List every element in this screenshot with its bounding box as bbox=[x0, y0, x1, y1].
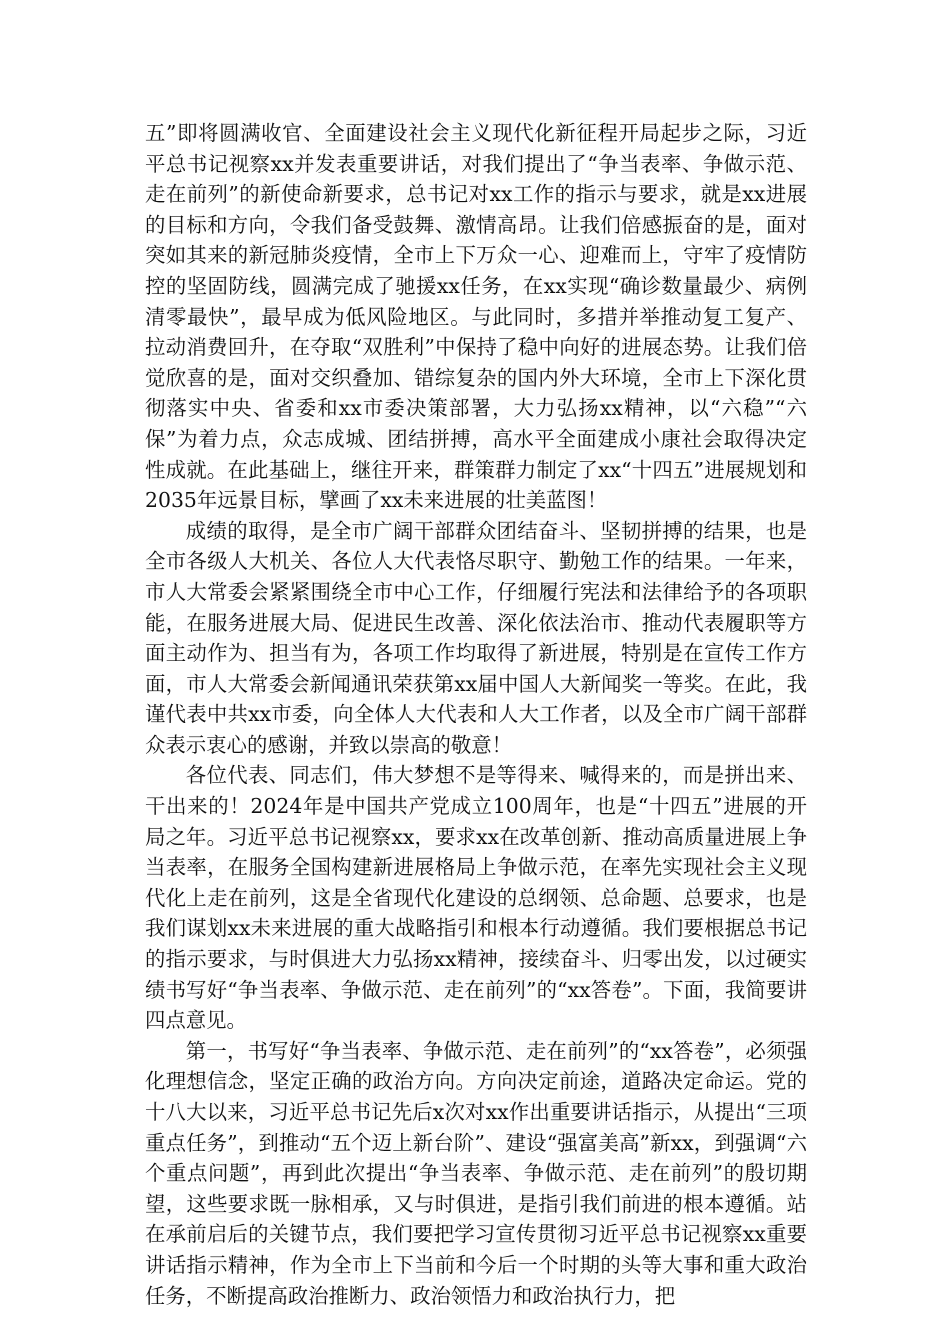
paragraph-dream: 各位代表、同志们，伟大梦想不是等得来、喊得来的，而是拼出来、干出来的！2024年是中国共产党成立100周年，也是“十四五”进展的开局之年。习近平总书记视察xx，要求xx在改革创新、推动高质量进展上争当表率，在服务全国构建新进展格局上争做示范，在率先实现社会主义现代化上走在前列，这是全省现代化建设的总纲领、总命题、总要求，也是我们谋划xx未来进展的重大战略指引和根本行动遵循。我们要根据总书记的指示要求，与时俱进大力弘扬xx精神，接续奋斗、归零出发，以过硬实绩书写好“争当表率、争做示范、走在前列”的“xx答卷”。下面，我简要讲四点意见。 bbox=[145, 763, 807, 1033]
document-page bbox=[145, 118, 807, 1311]
paragraph-achievements: 成绩的取得，是全市广阔干部群众团结奋斗、坚韧拼搏的结果，也是全市各级人大机关、各位人大代表恪尽职守、勤勉工作的结果。一年来，市人大常委会紧紧围绕全市中心工作，仔细履行宪法和法律给予的各项职能，在服务进展大局、促进民生改善、深化依法治市、推动代表履职等方面主动作为、担当有为，各项工作均取得了新进展，特别是在宣传工作方面，市人大常委会新闻通讯荣获第xx届中国人大新闻奖一等奖。在此，我谨代表中共xx市委，向全体人大代表和人大工作者，以及全市广阔干部群众表示衷心的感谢，并致以崇高的敬意！ bbox=[145, 518, 807, 757]
paragraph-first-point: 第一，书写好“争当表率、争做示范、走在前列”的“xx答卷”，必须强化理想信念，坚定正确的政治方向。方向决定前途，道路决定命运。党的十八大以来，习近平总书记先后x次对xx作出重要讲话指示，从提出“三项重点任务”，到推动“五个迈上新台阶”、建设“强富美高”新xx，到强调“六个重点问题”，再到此次提出“争当表率、争做示范、走在前列”的殷切期望，这些要求既一脉相承，又与时俱进，是指引我们前进的根本遵循。站在承前启后的关键节点，我们要把学习宣传贯彻习近平总书记视察xx重要讲话指示精神，作为全市上下当前和今后一个时期的头等大事和重大政治任务，不断提高政治推断力、政治领悟力和政治执行力，把 bbox=[145, 1038, 807, 1308]
paragraph-continued: 五”即将圆满收官、全面建设社会主义现代化新征程开局起步之际，习近平总书记视察xx并发表重要讲话，对我们提出了“争当表率、争做示范、走在前列”的新使命新要求，总书记对xx工作的指示与要求，就是xx进展的目标和方向，令我们备受鼓舞、激情高昂。让我们倍感振奋的是，面对突如其来的新冠肺炎疫情，全市上下万众一心、迎难而上，守牢了疫情防控的坚固防线，圆满完成了驰援xx任务，在xx实现“确诊数量最少、病例清零最快”，最早成为低风险地区。与此同时，多措并举推动复工复产、拉动消费回升，在夺取“双胜利”中保持了稳中向好的进展态势。让我们倍觉欣喜的是，面对交织叠加、错综复杂的国内外大环境，全市上下深化贯彻落实中央、省委和xx市委决策部署，大力弘扬xx精神，以“六稳”“六保”为着力点，众志成城、团结拼搏，高水平全面建成小康社会取得决定性成就。在此基础上，继往开来，群策群力制定了xx“十四五”进展规划和2035年远景目标，擘画了xx未来进展的壮美蓝图！ bbox=[145, 121, 807, 513]
